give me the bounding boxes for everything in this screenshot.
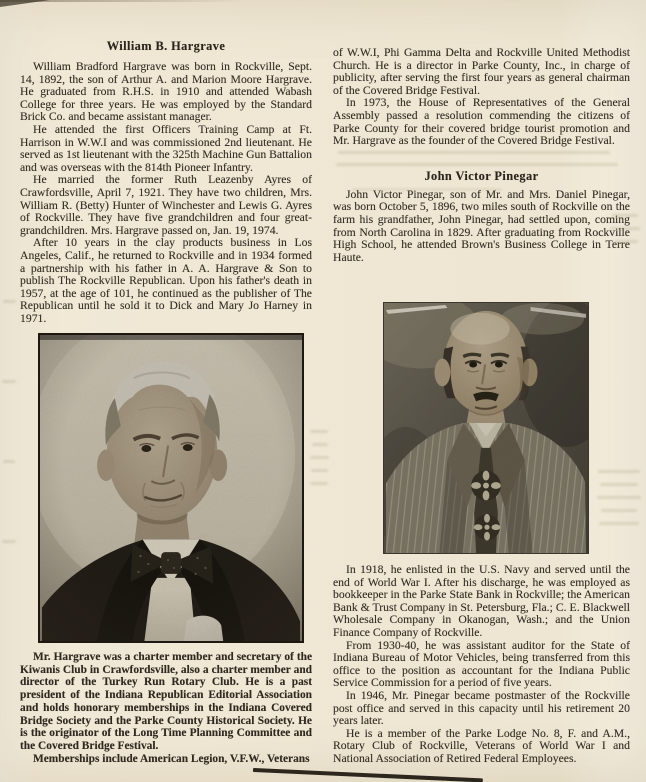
paragraph: In 1946, Mr. Pinegar became postmaster of the Rockville post office and served in this capacity until his retirement 20 years later. <box>333 688 630 728</box>
bleed-through-text <box>614 240 638 243</box>
scan-edge-artifact <box>253 768 483 782</box>
bleed-through-text <box>338 151 610 154</box>
paragraph: In 1918, he enlisted in the U.S. Navy and served until the end of World War I. After his discharge, he was employed as bookkeeper in the Parke State Bank in Rockville; the American Bank & Trust Company in St. Petersburg, Fla.; C. E. Blackwell Wholesale Company in Okanogan, Wash.; and the Union Finance Company of Rockville. <box>333 563 630 639</box>
paragraph: William Bradford Hargrave was born in Rockville, Sept. 14, 1892, the son of Arthur A. and Marion Moore Hargrave. He graduated from R.H.S. in 1910 and attended Wabash College for three years. He was employed by the Standard Brick Co. and became assistant manager. <box>20 60 312 124</box>
bleed-through-text <box>598 470 640 473</box>
bleed-through-text <box>3 460 15 463</box>
bleed-through-text <box>310 482 328 485</box>
bleed-through-text <box>3 300 16 303</box>
paragraph: John Victor Pinegar, son of Mr. and Mrs. Daniel Pinegar, was born October 5, 1896, two miles south of Rockville on the farm his grandfather, John Pinegar, had settled upon, coming from North Carolina in 1829. After graduating from Rockville High School, he attended Brown's Business College in Terre Haute. <box>333 187 630 264</box>
pinegar-portrait-photo <box>383 302 589 554</box>
bleed-through-text <box>310 430 328 433</box>
right-column-bottom <box>333 564 630 766</box>
bleed-through-text <box>600 483 638 486</box>
caption-paragraph: Memberships include American Legion, V.F.W., Veterans <box>33 752 310 765</box>
bleed-through-text <box>601 509 637 512</box>
caption-paragraph: Mr. Hargrave was a charter member and secretary of the Kiwanis Club in Crawfordsville, also a charter member and director of the Turkey Run Rotary Club. He is a past president of the Indiana Republican Editorial Association and holds honorary memberships in the Indiana Covered Bridge Society and the Parke County Historical Society. He is the originator of the Long Time Planning Committee and the Covered Bridge Festival. <box>20 651 312 752</box>
hargrave-caption <box>20 651 312 765</box>
paragraph: After 10 years in the clay products business in Los Angeles, Calif., he returned to Rockville and in 1934 formed a partnership with his father in A. A. Hargrave & Son to publish The Rockville Republican. Upon his father's death in 1957, at the age of 101, he continued as the publisher of The Republican until he sold it to Dick and Mary Jo Harney in 1971. <box>20 236 312 325</box>
bleed-through-text <box>2 540 16 543</box>
bleed-through-text <box>336 163 618 166</box>
paragraph: He attended the first Officers Training Camp at Ft. Harrison in W.W.I and was commissioned 2nd lieutenant. He served as 1st lieutenant with the 325th Machine Gun Battalion and was overseas with the 814th Pioneer Infantry. <box>20 122 312 174</box>
paragraph: He is a member of the Parke Lodge No. 8, F. and A.M., Rotary Club of Rockville, Veterans of World War I and National Association of Retired Federal Employees. <box>333 726 630 765</box>
bleed-through-text <box>352 188 502 191</box>
paragraph: In 1973, the House of Representatives of the General Assembly passed a resolution commending the citizens of Parke County for their covered bridge tourist promotion and Mr. Hargrave as the founder of the Covered Bridge Festival. <box>333 96 630 148</box>
bleed-through-text <box>311 469 328 472</box>
paragraph: of W.W.I, Phi Gamma Delta and Rockville United Methodist Church. He is a director in Parke County, Inc., in charge of publicity, after serving the first four years as general chairman of the Covered Bridge Festival. <box>333 46 630 97</box>
pinegar-portrait-illustration <box>384 303 588 553</box>
bleed-through-text <box>312 443 328 446</box>
heading-william-b-hargrave: William B. Hargrave <box>106 39 226 53</box>
bleed-through-text <box>599 522 639 525</box>
right-column-top <box>333 47 630 264</box>
bleed-through-text <box>310 456 329 459</box>
bleed-through-text <box>612 214 638 217</box>
left-column <box>20 40 312 325</box>
paragraph: From 1930-40, he was assistant auditor for the State of Indiana Bureau of Motor Vehicles, being transferred from this office to the position as accountant for the Indiana Public Service Commission for a period of five years. <box>333 638 630 690</box>
bleed-through-text <box>2 380 16 383</box>
bleed-through-text <box>610 227 640 230</box>
heading-john-victor-pinegar: John Victor Pinegar <box>424 168 539 183</box>
hargrave-portrait-illustration <box>40 335 302 641</box>
bleed-through-text <box>597 496 641 499</box>
scan-edge-artifact <box>0 0 50 7</box>
hargrave-portrait-photo <box>38 333 304 643</box>
paragraph: He married the former Ruth Leazenby Ayres of Crawfordsville, April 7, 1921. They have two children, Mrs. William R. (Betty) Hunter of Winchester and Lewis G. Ayres of Rockville. They have five grandchildren and four great-grandchildren. Mrs. Hargrave passed on, Jan. 19, 1974. <box>20 173 312 237</box>
